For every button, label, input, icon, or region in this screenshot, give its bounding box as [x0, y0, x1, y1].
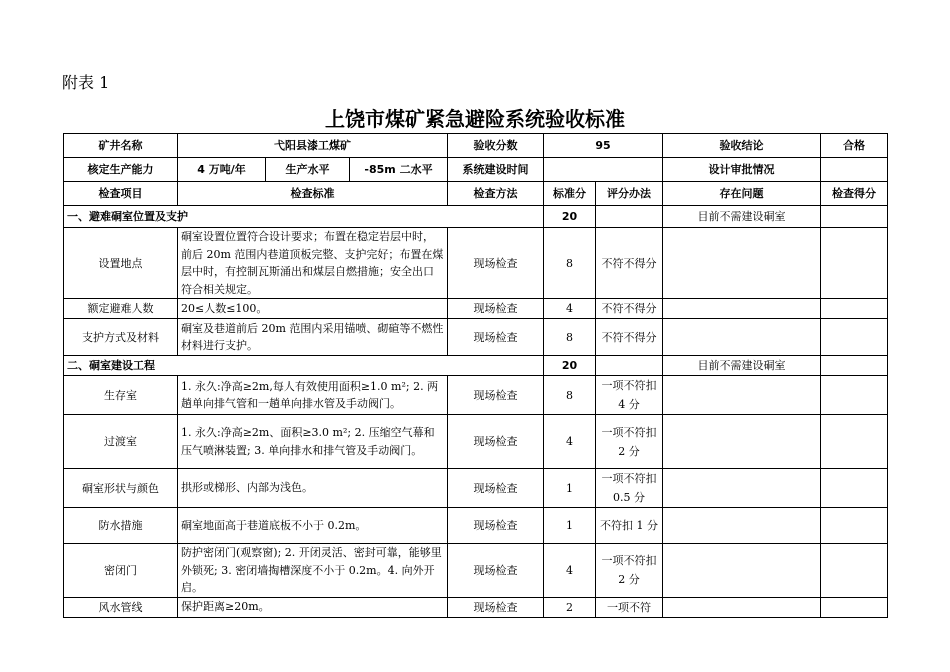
section-title: 一、避难硐室位置及支护	[64, 206, 544, 228]
row-rule: 一项不符扣 0.5 分	[596, 469, 663, 508]
col-header-issue: 存在问题	[663, 182, 821, 206]
row-rule: 不符扣 1 分	[596, 508, 663, 544]
info-row-2	[64, 158, 888, 182]
score-value: 95	[544, 134, 663, 158]
row-score: 4	[544, 299, 596, 319]
row-item: 生存室	[64, 376, 178, 415]
row-rule: 不符不得分	[596, 319, 663, 356]
capacity-value: 4 万吨/年	[178, 158, 266, 182]
col-header-rule: 评分办法	[596, 182, 663, 206]
row-item: 过渡室	[64, 415, 178, 469]
score-label: 验收分数	[448, 134, 544, 158]
col-header-method: 检查方法	[448, 182, 544, 206]
build-time-value	[544, 158, 663, 182]
row-item: 支护方式及材料	[64, 319, 178, 356]
conclusion-value: 合格	[821, 134, 888, 158]
table-row	[64, 469, 888, 508]
section-issue: 目前不需建设硐室	[663, 356, 821, 376]
row-score: 4	[544, 544, 596, 598]
row-standard: 硐室及巷道前后 20m 范围内采用锚喷、砌碹等不燃性材料进行支护。	[178, 319, 448, 356]
row-standard: 防护密闭门(观察窗); 2. 开闭灵活、密封可靠，能够里外锁死; 3. 密闭墙掏槽深度不小于 0.2m。4. 向外开启。	[178, 544, 448, 598]
row-method: 现场检查	[448, 544, 544, 598]
row-rule: 一项不符扣 2 分	[596, 415, 663, 469]
row-rule: 不符不得分	[596, 299, 663, 319]
mine-name: 弋阳县漆工煤矿	[178, 134, 448, 158]
row-standard: 保护距离≥20m。	[178, 597, 448, 617]
table-row	[64, 544, 888, 598]
section-row	[64, 356, 888, 376]
row-method: 现场检查	[448, 508, 544, 544]
row-standard: 硐室设置位置符合设计要求；布置在稳定岩层中时，前后 20m 范围内巷道顶板完整、支护完好；布置在煤层中时，有控制瓦斯涌出和煤层自燃措施；安全出口符合相关规定。	[178, 228, 448, 299]
row-method: 现场检查	[448, 597, 544, 617]
table-row	[64, 299, 888, 319]
page-title: 上饶市煤矿紧急避险系统验收标准	[325, 107, 625, 131]
row-score: 1	[544, 508, 596, 544]
row-standard: 1. 永久:净高≥2m、面积≥3.0 m²; 2. 压缩空气幕和压气喷淋装置; 3. 单向排水和排气管及手动阀门。	[178, 415, 448, 469]
row-standard: 硐室地面高于巷道底板不小于 0.2m。	[178, 508, 448, 544]
row-rule: 一项不符	[596, 597, 663, 617]
section-score: 20	[544, 206, 596, 228]
acceptance-table	[63, 133, 888, 618]
row-rule: 一项不符扣 2 分	[596, 544, 663, 598]
col-header-points: 检查得分	[821, 182, 888, 206]
design-value	[821, 158, 888, 182]
level-label: 生产水平	[266, 158, 350, 182]
row-method: 现场检查	[448, 415, 544, 469]
col-header-item: 检查项目	[64, 182, 178, 206]
table-row	[64, 597, 888, 617]
row-method: 现场检查	[448, 376, 544, 415]
row-item: 硐室形状与颜色	[64, 469, 178, 508]
table-row	[64, 415, 888, 469]
mine-name-label: 矿井名称	[64, 134, 178, 158]
row-method: 现场检查	[448, 299, 544, 319]
row-method: 现场检查	[448, 319, 544, 356]
row-method: 现场检查	[448, 469, 544, 508]
table-row	[64, 376, 888, 415]
level-value: -85m 二水平	[350, 158, 448, 182]
row-score: 1	[544, 469, 596, 508]
col-header-standard: 检查标准	[178, 182, 448, 206]
row-rule: 不符不得分	[596, 228, 663, 299]
row-score: 8	[544, 376, 596, 415]
capacity-label: 核定生产能力	[64, 158, 178, 182]
row-score: 2	[544, 597, 596, 617]
row-score: 8	[544, 228, 596, 299]
info-row-1	[64, 134, 888, 158]
design-label: 设计审批情况	[663, 158, 821, 182]
row-standard: 拱形或梯形、内部为浅色。	[178, 469, 448, 508]
row-standard: 20≤人数≤100。	[178, 299, 448, 319]
row-item: 风水管线	[64, 597, 178, 617]
column-header-row	[64, 182, 888, 206]
build-time-label: 系统建设时间	[448, 158, 544, 182]
row-item: 密闭门	[64, 544, 178, 598]
row-item: 防水措施	[64, 508, 178, 544]
row-score: 8	[544, 319, 596, 356]
section-issue: 目前不需建设硐室	[663, 206, 821, 228]
row-item: 额定避难人数	[64, 299, 178, 319]
section-score: 20	[544, 356, 596, 376]
row-score: 4	[544, 415, 596, 469]
attachment-label: 附表 1	[62, 73, 110, 92]
section-title: 二、硐室建设工程	[64, 356, 544, 376]
col-header-score: 标准分	[544, 182, 596, 206]
table-row	[64, 508, 888, 544]
row-standard: 1. 永久:净高≥2m,每人有效使用面积≥1.0 m²; 2. 两趟单向排气管和一趟单向排水管及手动阀门。	[178, 376, 448, 415]
table-row	[64, 228, 888, 299]
row-method: 现场检查	[448, 228, 544, 299]
section-row	[64, 206, 888, 228]
row-rule: 一项不符扣 4 分	[596, 376, 663, 415]
row-item: 设置地点	[64, 228, 178, 299]
conclusion-label: 验收结论	[663, 134, 821, 158]
table-row	[64, 319, 888, 356]
